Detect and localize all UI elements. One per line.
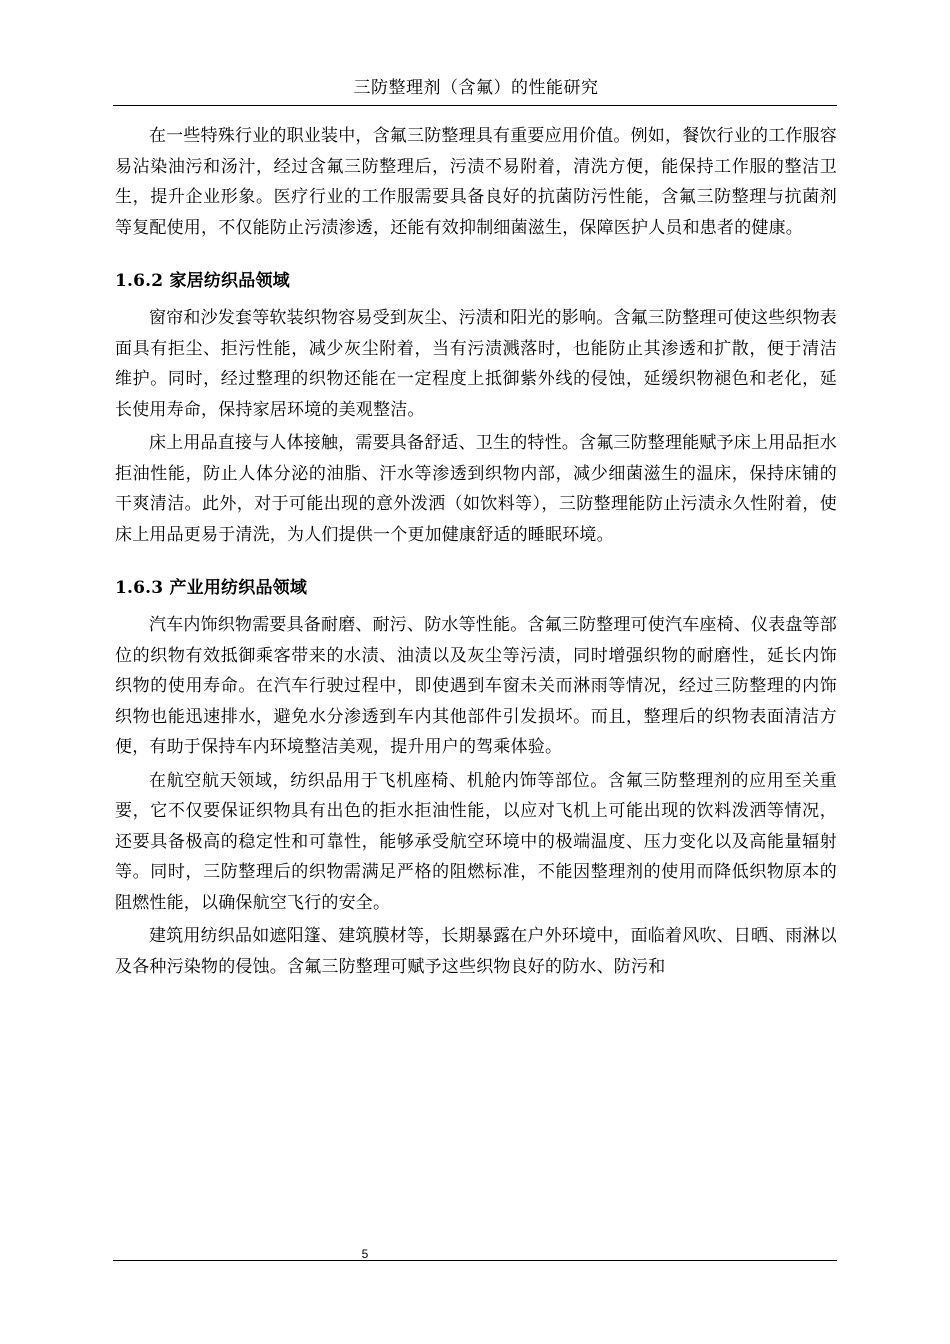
paragraph-aerospace: 在航空航天领域，纺织品用于飞机座椅、机舱内饰等部位。含氟三防整理剂的应用至关重要，它不仅要保证织物具有出色的拒水拒油性能，以应对飞机上可能出现的饮料泼洒等情况，还要具备极高的稳定性和可靠性，能够承受航空环境中的极端温度、压力变化以及高能量辐射等。同时，三防整理后的织物需满足严格的阻燃标准，不能因整理剂的使用而降低织物原本的阻燃性能，以确保航空飞行的安全。 [115,770,837,913]
paragraph-bedding: 床上用品直接与人体接触，需要具备舒适、卫生的特性。含氟三防整理能赋予床上用品拒水拒油性能，防止人体分泌的油脂、汗水等渗透到织物内部，减少细菌滋生的温床，保持床铺的干爽清洁。此外，对于可能出现的意外泼洒（如饮料等），三防整理能防止污渍永久性附着，使床上用品更易于清洗，为人们提供一个更加健康舒适的睡眠环境。 [115,433,837,545]
header-divider [113,105,837,106]
footer-divider [113,1260,837,1261]
section-heading-1-6-2: 1.6.2 家居纺织品领域 [115,271,290,291]
page-number: 5 [361,1247,369,1261]
paragraph-architectural: 建筑用纺织品如遮阳篷、建筑膜材等，长期暴露在户外环境中，面临着风吹、日晒、雨淋以及各种污染物的侵蚀。含氟三防整理可赋予这些织物良好的防水、防污和 [115,926,837,977]
paragraph-curtains-sofa: 窗帘和沙发套等软装织物容易受到灰尘、污渍和阳光的影响。含氟三防整理可使这些织物表面具有拒尘、拒污性能，减少灰尘附着，当有污渍溅落时，也能防止其渗透和扩散，便于清洁维护。同时，经过整理的织物还能在一定程度上抵御紫外线的侵蚀，延缓织物褪色和老化，延长使用寿命，保持家居环境的美观整洁。 [115,308,837,420]
paragraph-automotive: 汽车内饰织物需要具备耐磨、耐污、防水等性能。含氟三防整理可使汽车座椅、仪表盘等部位的织物有效抵御乘客带来的水渍、油渍以及灰尘等污渍，同时增强织物的耐磨性，延长内饰织物的使用寿命。在汽车行驶过程中，即使遇到车窗未关而淋雨等情况，经过三防整理的内饰织物也能迅速排水，避免水分渗透到车内其他部件引发损坏。而且，整理后的织物表面清洁方便，有助于保持车内环境整洁美观，提升用户的驾乘体验。 [115,615,837,757]
section-heading-1-6-3: 1.6.3 产业用纺织品领域 [115,578,308,598]
paragraph-occupational-wear: 在一些特殊行业的职业装中，含氟三防整理具有重要应用价值。例如，餐饮行业的工作服容易沾染油污和汤汁，经过含氟三防整理后，污渍不易附着，清洗方便，能保持工作服的整洁卫生，提升企业形象。医疗行业的工作服需要具备良好的抗菌防污性能，含氟三防整理与抗菌剂等复配使用，不仅能防止污渍渗透，还能有效抑制细菌滋生，保障医护人员和患者的健康。 [115,126,837,238]
running-header-title: 三防整理剂（含氟）的性能研究 [353,78,599,98]
body-text [115,121,837,982]
